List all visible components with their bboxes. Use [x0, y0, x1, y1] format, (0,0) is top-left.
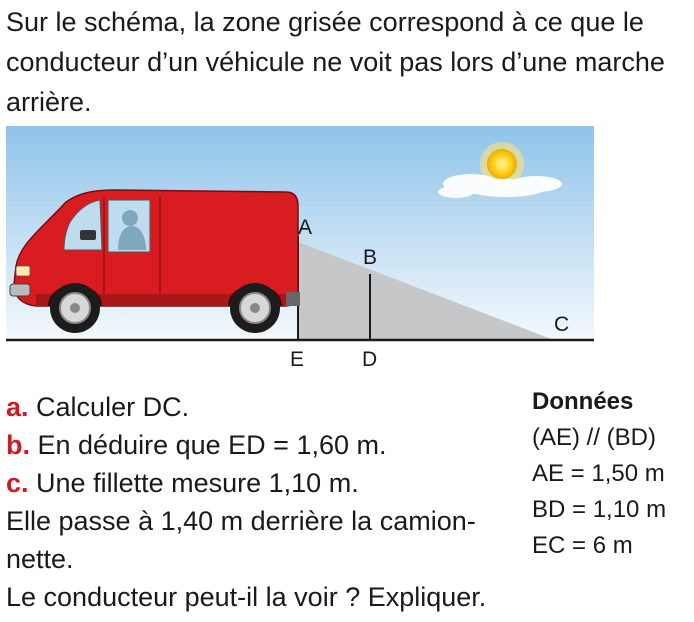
problem-statement: Sur le schéma, la zone grisée correspond à ce que le conducteur d’un véhicule ne voit pas lors d’une marche arrière. — [6, 7, 665, 117]
question-a-text: Calculer DC. — [36, 392, 190, 422]
question-a — [6, 388, 506, 426]
label-point-e: E — [290, 348, 305, 371]
question-c — [6, 464, 506, 502]
question-b — [6, 426, 506, 464]
question-b-text: En déduire que ED = 1,60 m. — [37, 430, 387, 460]
label-point-c: C — [554, 313, 570, 336]
label-point-a: A — [298, 216, 313, 239]
question-c-letter: c. — [6, 468, 29, 498]
question-c-line-3: nette. — [6, 544, 74, 574]
question-c-line-2: Elle passe à 1,40 m derrière la camion- — [6, 506, 476, 536]
question-c-line-4: Le conducteur peut-il la voir ? Expliquer. — [6, 582, 487, 612]
given-data-item: BD = 1,10 m — [532, 496, 667, 523]
label-point-b: B — [363, 246, 378, 269]
given-data-item: EC = 6 m — [532, 532, 633, 559]
question-a-letter: a. — [6, 392, 29, 422]
label-point-d: D — [362, 348, 378, 371]
given-data-title: Données — [532, 388, 634, 415]
given-data-item: (AE) // (BD) — [532, 424, 656, 451]
question-c-text: Une fillette mesure 1,10 m. — [36, 468, 359, 498]
given-data-item: AE = 1,50 m — [532, 460, 665, 487]
given-data-box — [532, 384, 692, 564]
van-blind-spot-figure — [6, 126, 606, 376]
questions — [6, 388, 506, 616]
question-b-letter: b. — [6, 430, 30, 460]
